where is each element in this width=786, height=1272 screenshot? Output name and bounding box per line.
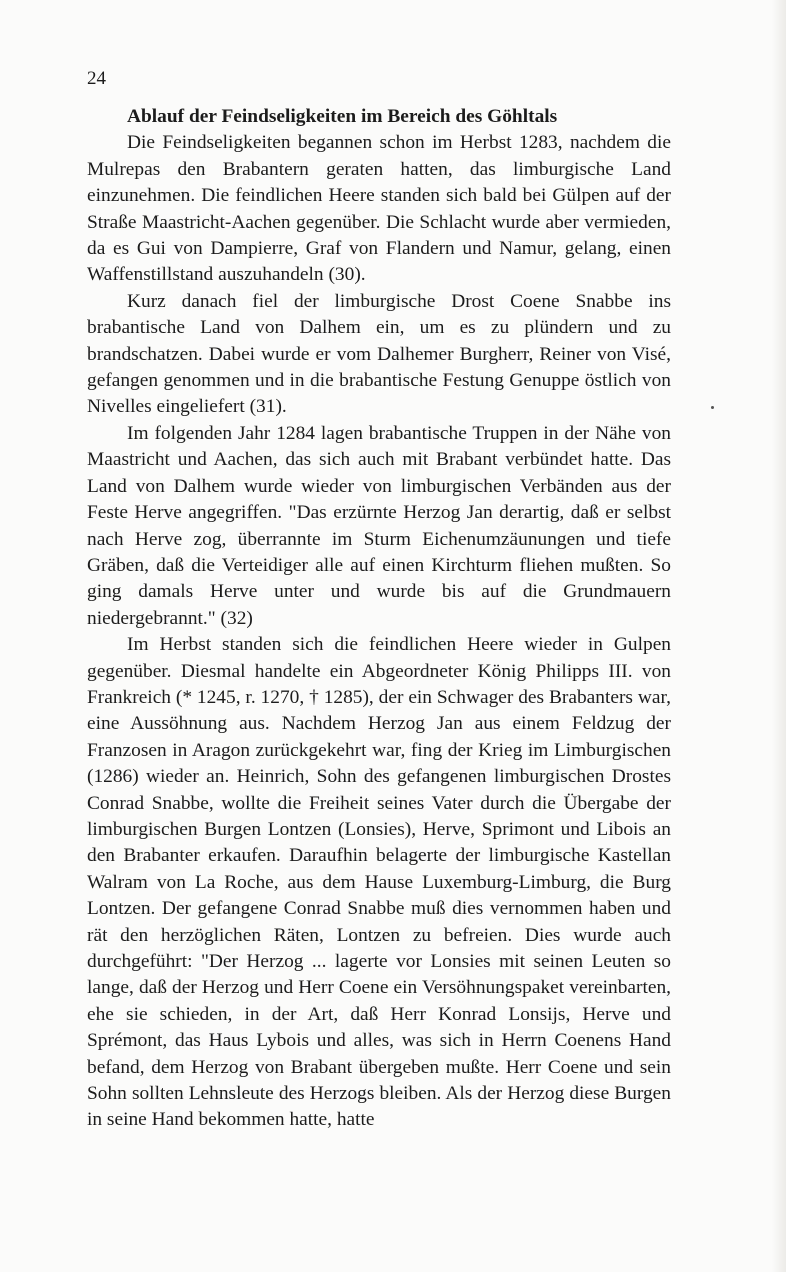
section-heading: Ablauf der Feindseligkeiten im Bereich des Göhltals xyxy=(127,106,558,127)
page-number: 24 xyxy=(87,68,106,89)
paragraph-3: Im folgenden Jahr 1284 lagen brabantische Truppen in der Nähe von Maastricht und Aachen, das sich auch mit Brabant verbündet hatte. Das Land von Dalhem wurde wieder von limburgischen Verbänden aus der Feste Herve angegriffen. "Das erzürnte Herzog Jan derartig, daß er selbst nach Herve zog, überrannte im Sturm Eichenumzäunungen und tiefe Gräben, daß die Verteidiger alle auf einen Kirchturm fliehen mußten. So ging damals Herve unter und wurde bis auf die Grundmauern niedergebrannt." (32) xyxy=(87,422,671,629)
paragraph-2: Kurz danach fiel der limburgische Drost Coene Snabbe ins brabantische Land von Dalhem ein, um es zu plündern und zu brandschatzen. Dabei wurde er vom Dalhemer Burgherr, Reiner von Visé, gefangen genommen und in die brabantische Festung Genuppe östlich von Nivelles eingeliefert (31). xyxy=(87,290,671,418)
page-edge-shadow xyxy=(772,0,786,1272)
page-body xyxy=(87,104,671,1134)
paragraph-1: Die Feindseligkeiten begannen schon im Herbst 1283, nachdem die Mulrepas den Brabantern geraten hatten, das limburgische Land einzunehmen. Die feindlichen Heere standen sich bald bei Gülpen auf der Straße Maastricht-Aachen gegenüber. Die Schlacht wurde aber vermieden, da es Gui von Dampierre, Graf von Flandern und Namur, gelang, einen Waffenstillstand auszuhandeln (30). xyxy=(87,132,671,286)
margin-dot-mark xyxy=(711,406,714,409)
paragraph-4: Im Herbst standen sich die feindlichen Heere wieder in Gulpen gegenüber. Diesmal handelte ein Abgeordneter König Philipps III. von Frankreich (* 1245, r. 1270, † 1285), der ein Schwager des Brabanters war, eine Aussöhnung aus. Nachdem Herzog Jan aus einem Feldzug der Franzosen in Aragon zurückgekehrt war, fing der Krieg im Limburgischen (1286) wieder an. Heinrich, Sohn des gefangenen limburgischen Drostes Conrad Snabbe, wollte die Freiheit seines Vater durch die Übergabe der limburgischen Burgen Lontzen (Lonsies), Herve, Sprimont und Libois an den Brabanter erkaufen. Daraufhin belagerte der limburgische Kastellan Walram von La Roche, aus dem Hause Luxemburg-Limburg, die Burg Lontzen. Der gefangene Conrad Snabbe muß dies vernommen haben und rät den herzöglichen Räten, Lontzen zu befreien. Dies wurde auch durchgeführt: "Der Herzog ... lagerte vor Lonsies mit seinen Leuten so lange, daß der Herzog und Herr Coene ein Versöhnungspaket vereinbarten, ehe sie schieden, in der Art, daß Herr Konrad Lonsijs, Herve und Sprémont, das Haus Lybois und alles, was sich in Herrn Coenens Hand befand, dem Herzog von Brabant übergeben mußte. Herr Coene und sein Sohn sollten Lehnsleute des Herzogs bleiben. Als der Herzog diese Burgen in seine Hand bekommen hatte, hatte xyxy=(87,634,671,1131)
